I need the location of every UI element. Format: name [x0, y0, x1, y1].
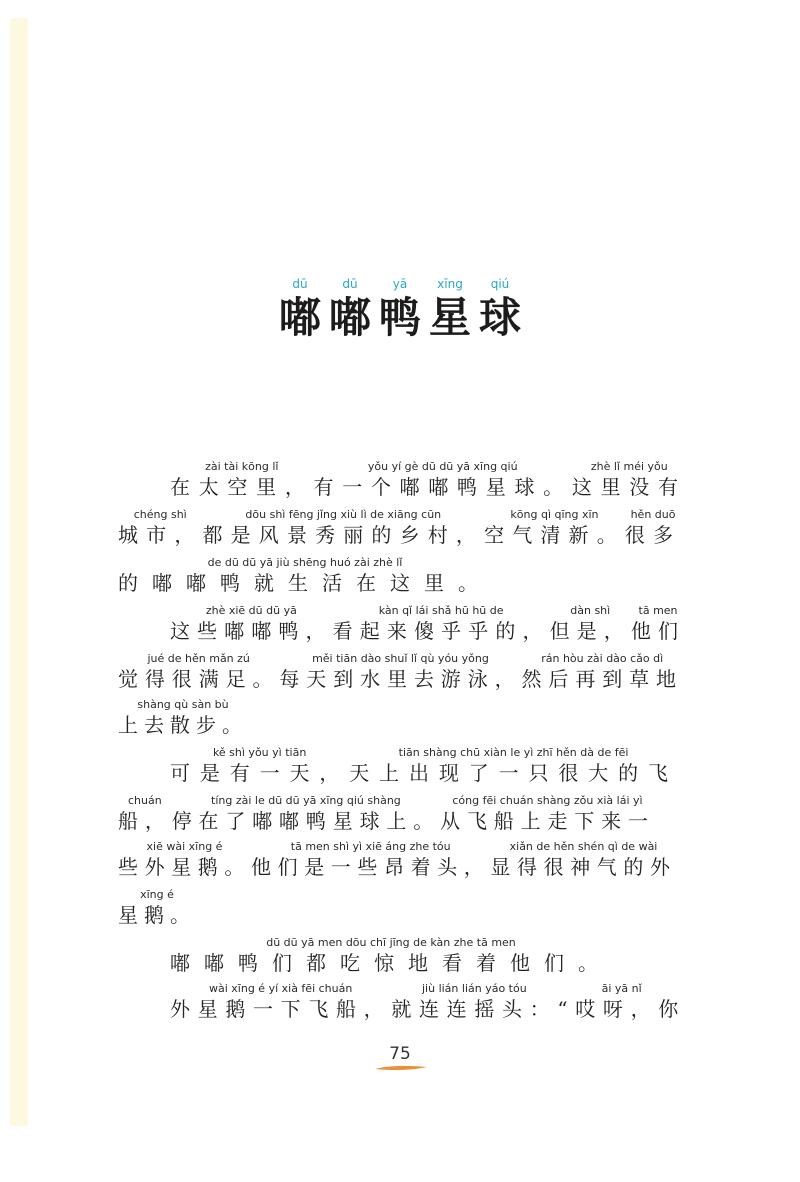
hanzi: 空气清新。: [484, 523, 625, 547]
phrase-unit: [550, 604, 631, 644]
pinyin: tā men shì yì xiē áng zhe tóu: [290, 840, 451, 853]
pinyin: dōu shì fēng jǐng xiù lì de xiāng cūn: [245, 508, 442, 521]
hanzi: 就连连摇头：: [391, 997, 558, 1021]
hanzi: 从飞船上走下来一: [440, 809, 655, 833]
phrase-unit: [625, 508, 681, 548]
hanzi: 有一个嘟嘟鸭星球。: [313, 475, 572, 499]
page-number-swoosh: [373, 1063, 429, 1073]
hanzi: 些外星鹅。: [118, 855, 251, 879]
hanzi: 船，: [118, 809, 172, 833]
pinyin: xiǎn de hěn shén qì de wài: [509, 840, 658, 853]
pinyin: zhè lǐ méi yǒu: [590, 460, 668, 473]
title-char: [276, 276, 324, 344]
phrase-unit: [484, 508, 625, 548]
page-edge-strip: [10, 18, 28, 1126]
pinyin: de dū dū yā jiù shēng huó zài zhè lǐ: [207, 556, 403, 569]
phrase-unit: [170, 936, 612, 976]
pinyin: shàng qù sàn bù: [137, 698, 229, 711]
story-title: [0, 276, 800, 344]
phrase-unit: [118, 698, 248, 738]
hanzi: 上去散步。: [118, 713, 248, 737]
hanzi: 星鹅。: [118, 903, 196, 927]
pinyin: wài xīng é yí xià fēi chuán: [209, 982, 353, 995]
hanzi: 他们: [630, 619, 686, 643]
title-pinyin: dū: [292, 277, 308, 291]
pinyin: xiē wài xīng é: [146, 840, 223, 853]
text-line: [118, 556, 492, 596]
text-line: [118, 794, 655, 834]
title-pinyin: xīng: [437, 277, 463, 291]
hanzi: 这里没有: [571, 475, 687, 499]
phrase-unit: [172, 794, 440, 834]
title-hanzi: 鸭: [378, 293, 421, 342]
pinyin: chéng shì: [133, 508, 187, 521]
phrase-unit: [118, 556, 492, 596]
phrase-unit: [557, 982, 686, 1022]
text-line: [170, 936, 612, 976]
pinyin: kōng qì qīng xīn: [510, 508, 599, 521]
hanzi: 都是风景秀丽的乡村，: [202, 523, 485, 547]
phrase-unit: [118, 888, 196, 928]
pinyin: dàn shì: [570, 604, 611, 617]
phrase-unit: [631, 604, 685, 644]
phrase-unit: [118, 794, 172, 834]
phrase-unit: [170, 604, 333, 644]
pinyin: chuán: [127, 794, 162, 807]
text-line: [170, 746, 678, 786]
text-line: [118, 652, 683, 692]
hanzi: 他们是一些昂着头，: [251, 855, 491, 879]
text-line: [118, 840, 677, 880]
text-line: [170, 460, 687, 500]
hanzi: 然后再到草地: [521, 667, 683, 691]
text-line: [170, 604, 685, 644]
pinyin: yǒu yí gè dū dū yā xīng qiú: [367, 460, 518, 473]
phrase-unit: [251, 840, 490, 880]
hanzi: 停在了嘟嘟鸭星球上。: [171, 809, 441, 833]
pinyin: tā men: [638, 604, 678, 617]
pinyin: jiù lián lián yáo tóu: [421, 982, 527, 995]
page-number: 75: [389, 1044, 411, 1064]
title-hanzi: 嘟: [328, 293, 371, 342]
pinyin: hěn duō: [630, 508, 676, 521]
title-char: [326, 276, 374, 344]
phrase-unit: [170, 460, 314, 500]
pinyin: zài tài kōng lǐ: [205, 460, 279, 473]
pinyin: dū dū yā men dōu chī jīng de kàn zhe tā men: [266, 936, 516, 949]
pinyin: kě shì yǒu yì tiān: [212, 746, 307, 759]
hanzi: 可是有一天，: [170, 761, 350, 785]
title-char: [476, 276, 524, 344]
phrase-unit: [118, 652, 279, 692]
phrase-unit: [170, 982, 391, 1022]
pinyin: zhè xiē dū dū yā: [205, 604, 297, 617]
phrase-unit: [572, 460, 687, 500]
title-pinyin: dū: [342, 277, 358, 291]
pinyin: měi tiān dào shuǐ lǐ qù yóu yǒng: [312, 652, 489, 665]
phrase-unit: [118, 508, 202, 548]
title-pinyin: yā: [392, 277, 408, 291]
text-line: [170, 982, 686, 1022]
phrase-unit: [440, 794, 655, 834]
hanzi: 但是，: [549, 619, 631, 643]
title-pinyin: qiú: [490, 277, 510, 291]
title-char: [376, 276, 424, 344]
hanzi: 外星鹅一下飞船，: [170, 997, 392, 1021]
phrase-unit: [391, 982, 557, 1022]
hanzi: 嘟嘟鸭们都吃惊地看着他们。: [170, 951, 612, 975]
pinyin: tiān shàng chū xiàn le yì zhī hěn dà de fēi: [398, 746, 629, 759]
phrase-unit: [490, 840, 676, 880]
text-line: [118, 888, 196, 928]
hanzi: 天上出现了一只很大的飞: [349, 761, 678, 785]
title-hanzi: 星: [428, 293, 471, 342]
hanzi: 的嘟嘟鸭就生活在这里。: [118, 571, 492, 595]
pinyin: kàn qǐ lái shǎ hū hū de: [378, 604, 504, 617]
hanzi: 这些嘟嘟鸭，: [170, 619, 333, 643]
phrase-unit: [314, 460, 572, 500]
hanzi: 看起来傻乎乎的，: [332, 619, 550, 643]
title-char: [426, 276, 474, 344]
hanzi: 城市，: [118, 523, 203, 547]
pinyin: cóng fēi chuán shàng zǒu xià lái yì: [452, 794, 643, 807]
text-line: [118, 508, 681, 548]
pinyin: xīng é: [140, 888, 174, 901]
hanzi: 觉得很满足。: [118, 667, 280, 691]
hanzi: “哎呀，你: [557, 997, 686, 1021]
phrase-unit: [170, 746, 349, 786]
phrase-unit: [118, 840, 251, 880]
phrase-unit: [279, 652, 521, 692]
pinyin: tíng zài le dū dū yā xīng qiú shàng: [211, 794, 401, 807]
phrase-unit: [349, 746, 678, 786]
hanzi: 在太空里，: [170, 475, 314, 499]
pinyin: āi yā nǐ: [601, 982, 642, 995]
title-hanzi: 嘟: [278, 293, 321, 342]
pinyin: jué de hěn mǎn zú: [147, 652, 250, 665]
hanzi: 显得很神气的外: [490, 855, 677, 879]
phrase-unit: [333, 604, 550, 644]
title-hanzi: 球: [478, 293, 521, 342]
phrase-unit: [202, 508, 484, 548]
phrase-unit: [522, 652, 683, 692]
text-line: [118, 698, 248, 738]
pinyin: rán hòu zài dào cǎo dì: [541, 652, 664, 665]
hanzi: 每天到水里去游泳，: [279, 667, 522, 691]
hanzi: 很多: [624, 523, 682, 547]
